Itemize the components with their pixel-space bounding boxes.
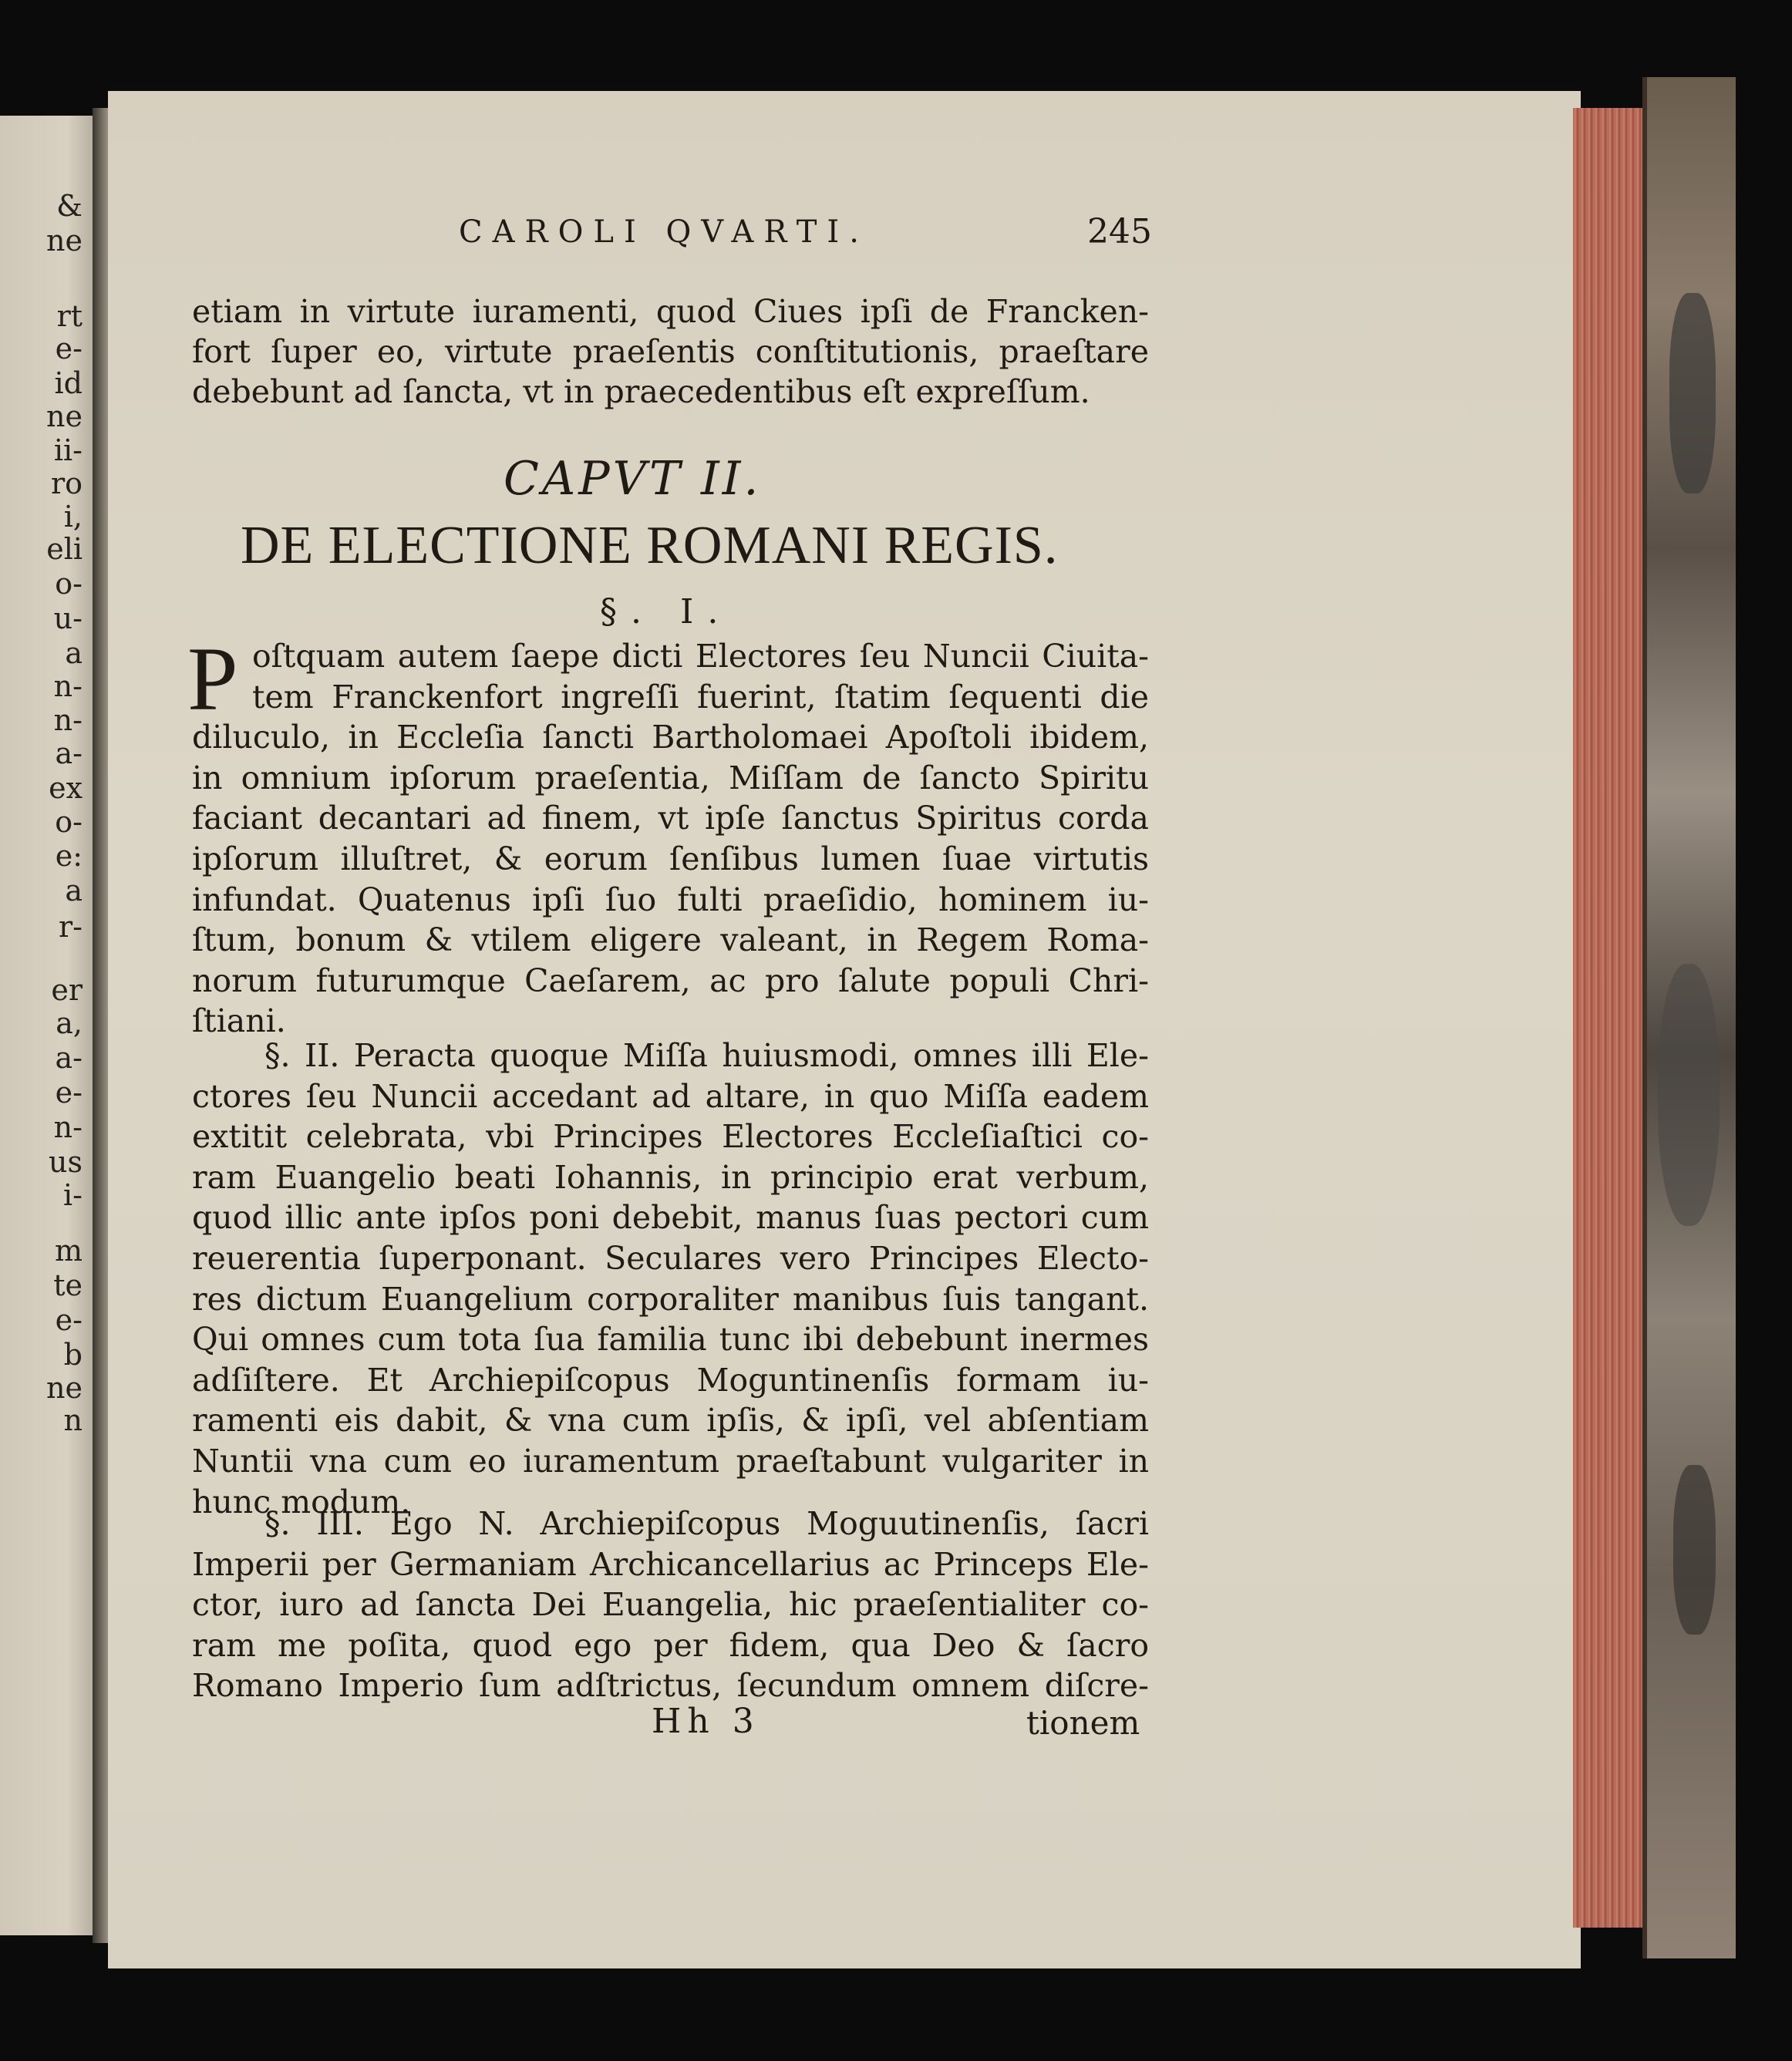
text-line: Imperii per Germaniam Archicancellarius ac Princeps Ele- <box>192 1545 1149 1583</box>
left-page-text-fragment: n- <box>53 1110 83 1144</box>
text-line: in omnium ipſorum praeſentia, Miſſam de ſancto Spiritu <box>192 759 1149 796</box>
marbling-spot <box>1669 293 1716 493</box>
left-page-text-fragment: ne <box>46 399 83 433</box>
left-page-text-fragment: us <box>49 1145 83 1179</box>
text-line: extitit celebrata, vbi Principes Electores Eccleſiaſtici co- <box>192 1118 1149 1156</box>
left-page-text-fragment: er <box>51 973 83 1007</box>
left-page-text-fragment: n- <box>53 669 83 703</box>
text-line: ſtiani. <box>192 1002 286 1040</box>
running-head: CAROLI QVARTI. <box>459 214 869 250</box>
text-line: ctor, iuro ad ſancta Dei Euangelia, hic praeſentialiter co- <box>192 1586 1149 1624</box>
text-line: ram me poſita, quod ego per fidem, qua Deo & ſacro <box>192 1626 1149 1664</box>
left-page-text-fragment: n- <box>53 703 83 737</box>
text-line: §. III. Ego N. Archiepiſcopus Moguutinenſis, ſacri <box>264 1505 1149 1542</box>
left-page-text-fragment: ro <box>50 466 83 500</box>
text-line: diluculo, in Eccleſia ſancti Bartholomaei Apoſtoli ibidem, <box>192 719 1149 756</box>
text-line: ipſorum illuſtret, & eorum ſenſibus lumen ſuae virtutis <box>192 840 1149 877</box>
left-page-text-fragment: a <box>65 636 83 670</box>
left-page-text-fragment: i, <box>63 500 83 534</box>
left-page-text-fragment: e- <box>55 1076 83 1110</box>
left-page-text-fragment: te <box>53 1268 83 1302</box>
text-line: tem Franckenfort ingreſſi fuerint, ſtatim ſequenti die <box>252 678 1149 716</box>
left-page-text-fragment: o- <box>55 567 83 601</box>
chapter-number: CAPVT II. <box>504 452 762 506</box>
marbling-spot <box>1658 964 1720 1226</box>
left-page-text-fragment: rt <box>56 299 83 333</box>
text-line: debebunt ad ſancta, vt in praecedentibus eſt expreſſum. <box>192 373 1090 410</box>
text-line: ram Euangelio beati Iohannis, in principio erat verbum, <box>192 1158 1149 1196</box>
text-line: quod illic ante ipſos poni debebit, manus ſuas pectori cum <box>192 1199 1149 1237</box>
left-page-text-fragment: n <box>63 1403 83 1437</box>
left-page-text-fragment: b <box>63 1338 83 1372</box>
text-line: Nuntii vna cum eo iuramentum praeſtabunt vulgariter in <box>192 1443 1149 1480</box>
text-line: etiam in virtute iuramenti, quod Ciues ipſi de Francken- <box>192 293 1149 330</box>
left-page-text-fragment: e: <box>55 839 83 873</box>
left-page-text-fragment: e- <box>55 1303 83 1337</box>
left-page-text-fragment: i- <box>63 1178 83 1212</box>
text-line: ctores ſeu Nuncii accedant ad altare, in quo Miſſa eadem <box>192 1077 1149 1115</box>
left-page-text-fragment: m <box>54 1234 83 1268</box>
text-line: adſiſtere. Et Archiepiſcopus Moguntinenſis formam iu- <box>192 1361 1149 1399</box>
previous-page-edge <box>0 116 96 1935</box>
left-page-text-fragment: & <box>56 189 83 223</box>
section-mark: §. I. <box>600 592 733 631</box>
left-page-text-fragment: a, <box>56 1006 83 1040</box>
left-page-text-fragment: ex <box>49 771 83 805</box>
text-line: norum futurumque Caeſarem, ac pro ſalute populi Chri- <box>192 961 1149 999</box>
text-line: Qui omnes cum tota ſua familia tunc ibi debebunt inermes <box>192 1321 1149 1359</box>
text-line: ſtum, bonum & vtilem eligere valeant, in Regem Roma- <box>192 921 1149 959</box>
catchword: tionem <box>1026 1704 1140 1742</box>
text-line: fort ſuper eo, virtute praeſentis conſtitutionis, praeſtare <box>192 333 1149 370</box>
left-page-text-fragment: id <box>54 366 83 400</box>
left-page-text-fragment: a- <box>55 736 83 770</box>
text-line: infundat. Quatenus ipſi ſuo fulti praeſidio, hominem iu- <box>192 881 1149 918</box>
left-page-text-fragment: r- <box>58 910 83 944</box>
left-page-text-fragment: o- <box>55 805 83 839</box>
left-page-text-fragment: e- <box>55 332 83 365</box>
left-page-text-fragment: eli <box>46 532 83 566</box>
text-line: ramenti eis dabit, & vna cum ipſis, & ipſi, vel abſentiam <box>192 1402 1149 1440</box>
drop-cap: P <box>187 628 238 729</box>
text-line: res dictum Euangelium corporaliter manibus ſuis tangant. <box>192 1280 1149 1318</box>
text-line: Romano Imperio ſum adſtrictus, ſecundum omnem diſcre- <box>192 1667 1149 1705</box>
text-line: §. II. Peracta quoque Miſſa huiusmodi, omnes illi Ele- <box>264 1037 1149 1074</box>
text-line: oſtquam autem ſaepe dicti Electores ſeu Nuncii Ciuita- <box>252 638 1149 675</box>
left-page-text-fragment: a <box>65 874 83 908</box>
text-line: reuerentia ſuperponant. Seculares vero Principes Electo- <box>192 1240 1149 1277</box>
left-page-text-fragment: u- <box>53 601 83 635</box>
signature-mark: Hh 3 <box>652 1702 760 1741</box>
left-page-text-fragment: a- <box>55 1041 83 1075</box>
page-number: 245 <box>1087 212 1152 251</box>
page-edges <box>1573 108 1650 1928</box>
left-page-text-fragment: ne <box>46 1371 83 1405</box>
chapter-title: DE ELECTIONE ROMANI REGIS. <box>241 516 1059 575</box>
text-line: faciant decantari ad finem, vt ipſe ſanctus Spiritus corda <box>192 800 1149 837</box>
marbling-spot <box>1673 1465 1716 1635</box>
left-page-text-fragment: ne <box>46 224 83 258</box>
text-line: hunc modum. <box>192 1483 411 1520</box>
left-page-text-fragment: ii- <box>53 433 83 467</box>
